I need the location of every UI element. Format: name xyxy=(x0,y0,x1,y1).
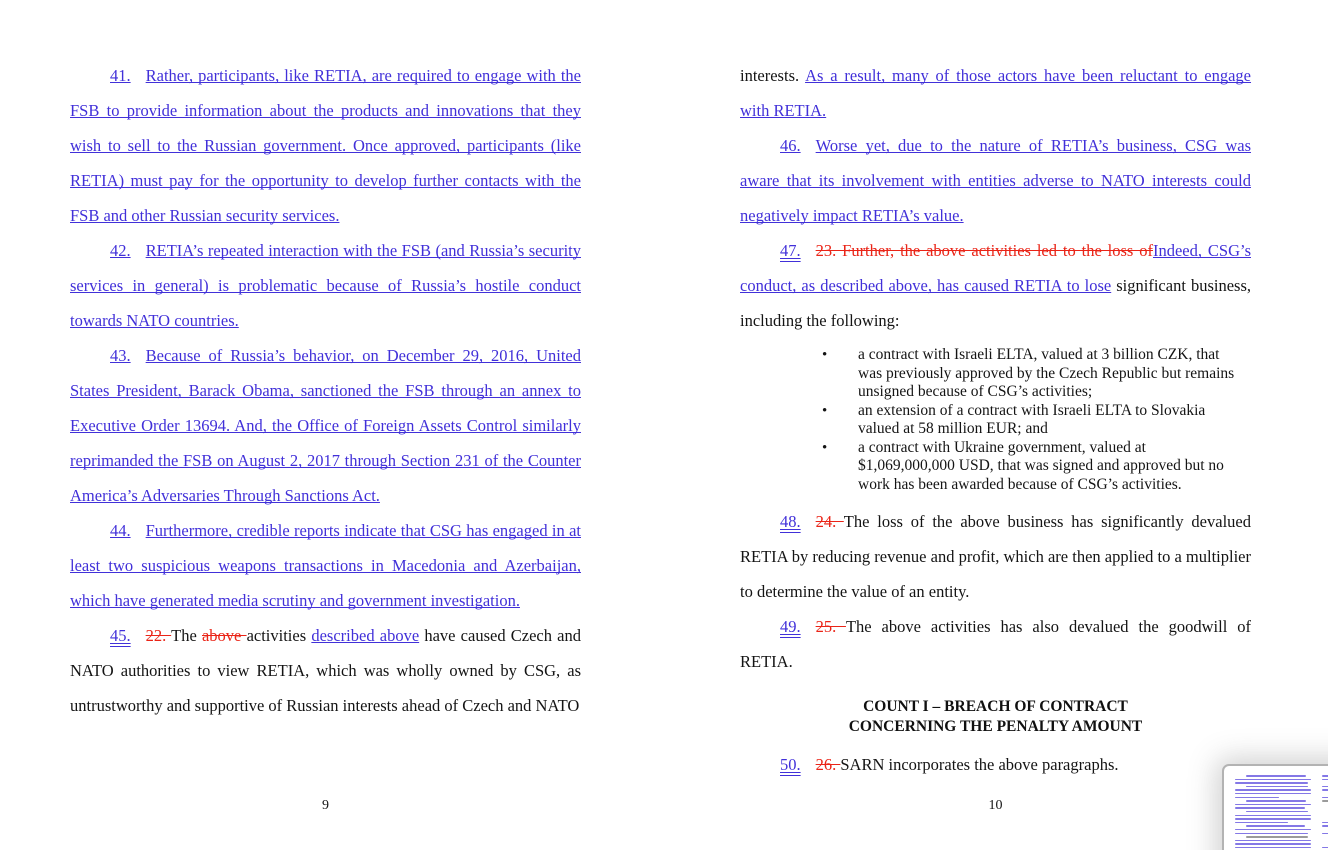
inserted-text: described above xyxy=(311,626,420,645)
inserted-text: Rather, participants, like RETIA, are required to engage with the FSB to provide information about the products and innovations that they wish to sell to the Russian government. Once approved, participants (like RETIA) must pay for the opportunity to develop further contacts with the FSB and other Russian security services. xyxy=(70,66,581,225)
paragraph xyxy=(740,504,1251,609)
inserted-paragraph-number: 43. xyxy=(110,346,131,365)
inserted-paragraph-number: 42. xyxy=(110,241,131,260)
inserted-paragraph-number: 45. xyxy=(110,626,131,645)
paragraph xyxy=(740,128,1251,233)
inserted-paragraph-number: 46. xyxy=(780,136,801,155)
paragraph xyxy=(70,338,581,513)
thumbnail-text-line xyxy=(1235,804,1311,806)
thumbnail-text-line xyxy=(1322,775,1328,777)
body-text: significant business, including the following: xyxy=(740,276,1251,330)
inserted-text: As a result, many of those actors have been reluctant to engage with RETIA. xyxy=(740,66,1252,120)
paragraph xyxy=(70,513,581,618)
thumbnail-text-line xyxy=(1246,811,1308,813)
inserted-text: RETIA’s repeated interaction with the FSB (and Russia’s security services in general) is problematic because of Russia’s hostile conduct towards NATO countries. xyxy=(70,241,581,330)
thumbnail-text-line xyxy=(1235,815,1311,817)
thumbnail-text-line xyxy=(1235,840,1311,842)
page-left-text xyxy=(70,58,581,723)
inserted-paragraph-number: 41. xyxy=(110,66,131,85)
body-text: SARN incorporates the above paragraphs. xyxy=(840,755,1119,774)
thumbnail-text-line xyxy=(1235,793,1311,795)
paragraph xyxy=(70,58,581,233)
thumbnail-text-line xyxy=(1246,786,1308,788)
section-heading-line: COUNT I – BREACH OF CONTRACT xyxy=(863,698,1128,715)
inserted-text: Furthermore, credible reports indicate that CSG has engaged in at least two suspicious weapons transactions in Macedonia and Azerbaijan, which have generated media scrutiny and government investigation. xyxy=(70,521,581,610)
thumbnail-text-line xyxy=(1322,800,1328,802)
thumbnail-text-line xyxy=(1322,779,1328,781)
thumbnail-text-line xyxy=(1322,786,1328,788)
thumbnail-mini-page-left xyxy=(1235,775,1311,850)
thumbnail-text-line xyxy=(1322,847,1328,849)
page-number-left: 9 xyxy=(322,798,329,813)
deleted-text: above xyxy=(201,626,247,645)
inserted-paragraph-number: 49. xyxy=(780,617,801,636)
document-page-left xyxy=(70,58,581,723)
document-page-right xyxy=(740,58,1251,782)
deleted-text: 22. xyxy=(145,626,172,645)
paragraph xyxy=(740,233,1251,338)
thumbnail-text-line xyxy=(1246,800,1307,802)
thumbnail-mini-page-right xyxy=(1322,775,1328,850)
paragraph xyxy=(740,609,1251,679)
inserted-paragraph-number: 44. xyxy=(110,521,131,540)
paragraph xyxy=(70,618,581,723)
thumbnail-text-line xyxy=(1322,833,1328,835)
section-heading-line: CONCERNING THE PENALTY AMOUNT xyxy=(848,717,1143,735)
thumbnail-text-line xyxy=(1246,836,1308,838)
deleted-text: 25. xyxy=(815,617,846,636)
inserted-text: Indeed, CSG’s conduct, as described above, has caused RETIA to lose xyxy=(740,241,1251,295)
thumbnail-text-line xyxy=(1246,775,1307,777)
deleted-text: 26. xyxy=(815,755,841,774)
deleted-text: 23. Further, the above activities led to the loss of xyxy=(815,241,1153,260)
thumbnail-text-line xyxy=(1235,807,1305,809)
thumbnail-text-line xyxy=(1246,825,1305,827)
bullet-item: • a contract with Ukraine government, valued at $1,069,000,000 USD, that was signed and approved but no work has been awarded because of CSG’s activities. xyxy=(820,439,1240,495)
thumbnail-text-line xyxy=(1235,833,1308,835)
thumbnail-text-line xyxy=(1235,789,1311,791)
thumbnail-text-line xyxy=(1235,779,1311,781)
thumbnail-text-line xyxy=(1235,782,1308,784)
inserted-paragraph-number: 50. xyxy=(780,755,801,774)
page-right-text xyxy=(740,58,1251,782)
thumbnail-text-line xyxy=(1235,843,1311,845)
inserted-paragraph-number: 48. xyxy=(780,512,801,531)
paragraph xyxy=(70,233,581,338)
thumbnail-text-line xyxy=(1322,825,1328,827)
inserted-paragraph-number: 47. xyxy=(780,241,801,260)
body-text: The xyxy=(171,626,202,645)
thumbnail-text-line xyxy=(1235,829,1311,831)
thumbnail-text-line xyxy=(1322,789,1328,791)
inserted-text: Worse yet, due to the nature of RETIA’s business, CSG was aware that its involvement with entities adverse to NATO interests could negatively impact RETIA’s value. xyxy=(740,136,1251,225)
body-text: The loss of the above business has significantly devalued RETIA by reducing revenue and profit, which are then applied to a multiplier to determine the value of an entity. xyxy=(740,512,1251,601)
thumbnail-text-line xyxy=(1322,797,1328,799)
bullet-list xyxy=(820,346,1240,494)
page-number-right: 10 xyxy=(988,798,1003,813)
thumbnail-preview-popup[interactable] xyxy=(1222,764,1328,850)
section-heading xyxy=(740,697,1251,736)
thumbnail-text-line xyxy=(1322,822,1328,824)
bullet-item: • an extension of a contract with Israeli ELTA to Slovakia valued at 58 million EUR; and xyxy=(820,402,1240,439)
deleted-text: 24. xyxy=(815,512,844,531)
paragraph xyxy=(740,58,1251,128)
body-text: have caused Czech and NATO authorities to view RETIA, which was wholly owned by CSG, as untrustworthy and supportive of Russian interests ahead of Czech and NATO xyxy=(70,626,581,715)
inserted-text: Because of Russia’s behavior, on December 29, 2016, United States President, Barack Obama, sanctioned the FSB through an annex to Executive Order 13694. And, the Office of Foreign Assets Control similarly reprimanded the FSB on August 2, 2017 through Section 231 of the Counter America’s Adversaries Through Sanctions Act. xyxy=(70,346,581,505)
body-text: interests. xyxy=(740,66,806,85)
bullet-item: • a contract with Israeli ELTA, valued at 3 billion CZK, that was previously approved by the Czech Republic but remains unsigned because of CSG’s activities; xyxy=(820,346,1240,402)
paragraph xyxy=(740,747,1251,782)
thumbnail-text-line xyxy=(1235,847,1311,849)
thumbnail-text-line xyxy=(1235,797,1279,799)
thumbnail-text-line xyxy=(1235,818,1311,820)
body-text: activities xyxy=(246,626,312,645)
body-text: The above activities has also devalued the goodwill of RETIA. xyxy=(740,617,1252,671)
thumbnail-text-line xyxy=(1235,822,1288,824)
